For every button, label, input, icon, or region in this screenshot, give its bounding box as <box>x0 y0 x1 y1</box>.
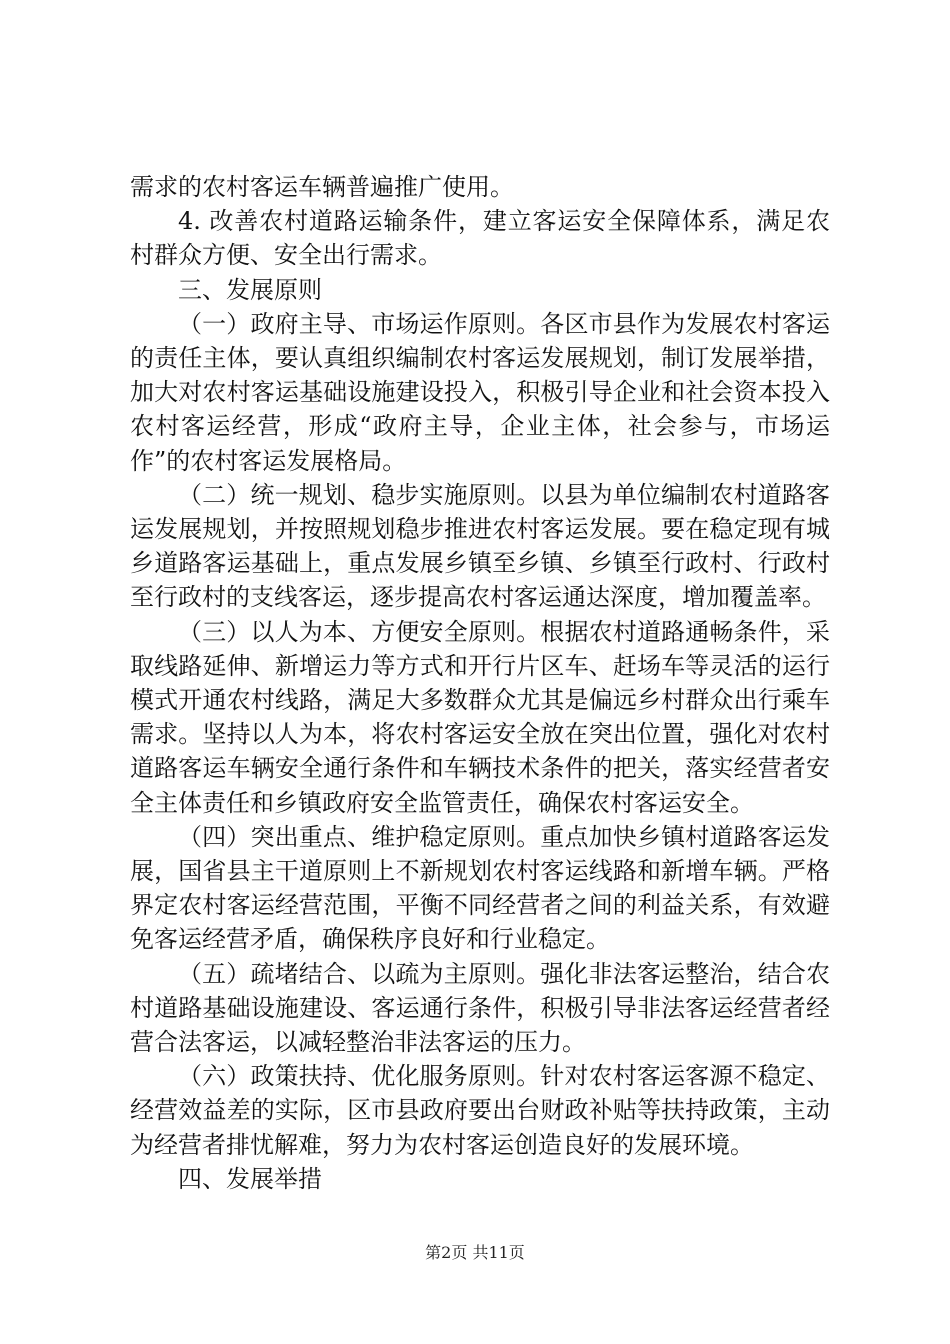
page-footer: 第2页 共11页 <box>425 1243 525 1262</box>
section-heading: 三、发展原则 <box>178 275 322 304</box>
document-body <box>130 170 830 1196</box>
paragraph: （三）以人为本、方便安全原则。根据农村道路通畅条件，采取线路延伸、新增运力等方式和开行片区车、赶场车等灵活的运行模式开通农村线路，满足大多数群众尤其是偏远乡村群众出行乘车需求。坚持以人为本，将农村客运安全放在突出位置，强化对农村道路客运车辆安全通行条件和车辆技术条件的把关，落实经营者安全主体责任和乡镇政府安全监管责任，确保农村客运安全。 <box>130 617 830 817</box>
paragraph: （二）统一规划、稳步实施原则。以县为单位编制农村道路客运发展规划，并按照规划稳步推进农村客运发展。要在稳定现有城乡道路客运基础上，重点发展乡镇至乡镇、乡镇至行政村、行政村至行政村的支线客运，逐步提高农村客运通达深度，增加覆盖率。 <box>130 480 830 612</box>
paragraph: 4. 改善农村道路运输条件，建立客运安全保障体系，满足农村群众方便、安全出行需求。 <box>130 207 830 270</box>
section-heading: 四、发展举措 <box>178 1164 322 1193</box>
paragraph: （一）政府主导、市场运作原则。各区市县作为发展农村客运的责任主体，要认真组织编制农村客运发展规划，制订发展举措，加大对农村客运基础设施建设投入，积极引导企业和社会资本投入农村客运经营，形成“政府主导，企业主体，社会参与，市场运作”的农村客运发展格局。 <box>130 309 830 475</box>
paragraph: （四）突出重点、维护稳定原则。重点加快乡镇村道路客运发展，国省县主干道原则上不新规划农村客运线路和新增车辆。严格界定农村客运经营范围，平衡不同经营者之间的利益关系，有效避免客运经营矛盾，确保秩序良好和行业稳定。 <box>130 822 830 954</box>
paragraph: 需求的农村客运车辆普遍推广使用。 <box>130 173 514 201</box>
paragraph: （六）政策扶持、优化服务原则。针对农村客运客源不稳定、经营效益差的实际，区市县政府要出台财政补贴等扶持政策，主动为经营者排忧解难，努力为农村客运创造良好的发展环境。 <box>130 1062 830 1159</box>
paragraph: （五）疏堵结合、以疏为主原则。强化非法客运整治，结合农村道路基础设施建设、客运通行条件，积极引导非法客运经营者经营合法客运，以减轻整治非法客运的压力。 <box>130 959 830 1057</box>
